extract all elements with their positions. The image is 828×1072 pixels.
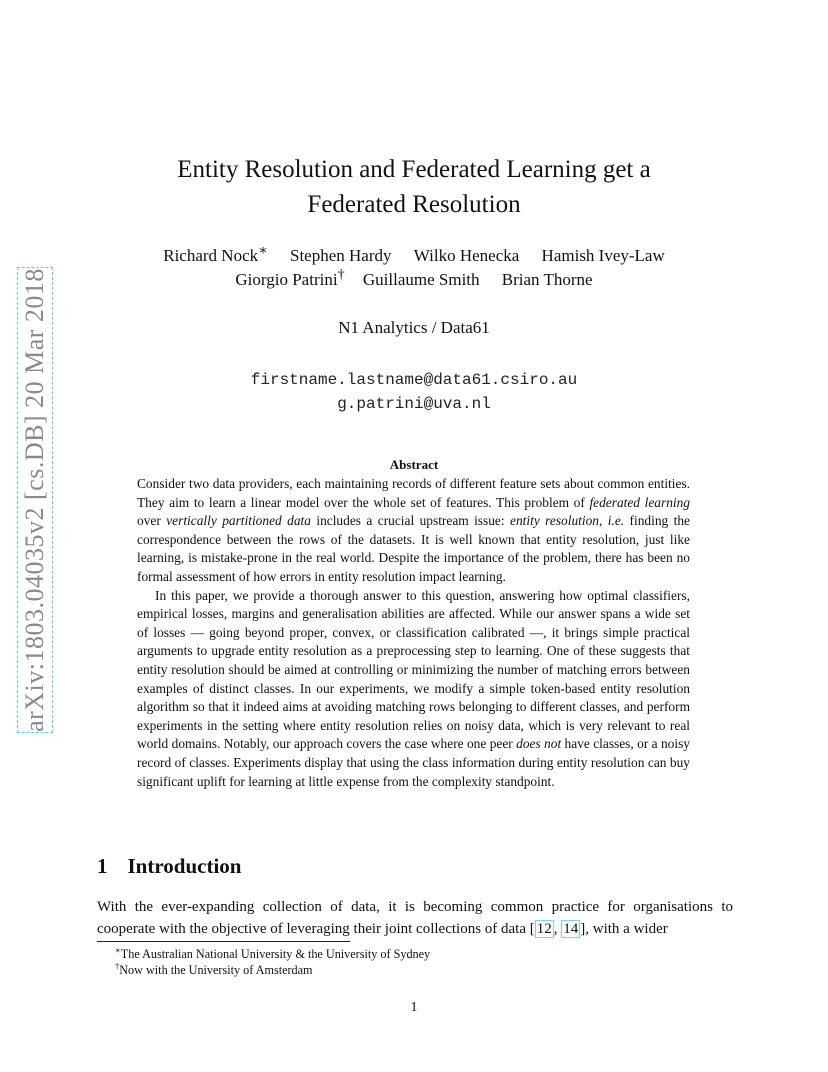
footnote-mark: ∗: [115, 944, 121, 955]
author-line-1: [0, 244, 828, 268]
email-address[interactable]: firstname.lastname@data61.csiro.au: [250, 371, 578, 389]
page-number: 1: [410, 1000, 418, 1015]
arxiv-stamp: arXiv:1803.04035v2 [cs.DB] 20 Mar 2018: [15, 265, 55, 735]
author-name: Giorgio Patrini: [235, 270, 338, 289]
text-run: includes a crucial upstream issue:: [310, 513, 511, 529]
footnote-mark: †: [115, 960, 120, 971]
author-name: Guillaume Smith: [362, 270, 480, 289]
abstract-paragraph-2: [137, 587, 690, 792]
text-run: have classes, or a noisy record of classes. Experiments display that using the class information during entity resolution can buy significant uplift for learning at little expense from the complexity standpoint.: [137, 736, 690, 789]
text-run: over: [137, 513, 167, 529]
title-line-2: Federated Resolution: [307, 191, 521, 218]
text-run: ,: [599, 513, 608, 529]
text-run: finding the correspondence between the rows of the datasets. It is well known that entity resolution, just like learning, is mistake-prone in the real world. Despite the importance of the problem, there has been no formal assessment of how errors in entity resolution impact learning.: [137, 513, 690, 584]
footnote-2: [115, 962, 313, 978]
author-name: Hamish Ivey-Law: [541, 246, 665, 265]
text-run: ], with a wider: [580, 921, 668, 937]
author-name: Wilko Henecka: [413, 246, 520, 265]
intro-paragraph: [97, 896, 733, 940]
footnote-rule: [97, 941, 350, 942]
title-line-1: Entity Resolution and Federated Learning get a: [177, 156, 651, 183]
abstract-paragraph-1: [137, 475, 690, 587]
emphasis: does not: [516, 736, 562, 752]
author-line-2: [0, 268, 828, 292]
emphasis: entity resolution: [510, 513, 599, 529]
email-address[interactable]: g.patrini@uva.nl: [337, 395, 491, 413]
abstract-heading: Abstract: [389, 457, 439, 472]
author-list: [0, 244, 828, 292]
footnote-mark: ∗: [258, 242, 268, 259]
abstract-body: [137, 475, 690, 791]
author-name: Brian Thorne: [501, 270, 593, 289]
author-name: Richard Nock: [163, 246, 259, 265]
footnote-mark: †: [337, 266, 345, 283]
text-run: ,: [553, 921, 562, 937]
citation-link[interactable]: 12: [536, 921, 552, 937]
email-block: [0, 368, 828, 416]
section-heading: [97, 854, 241, 879]
text-run: With the ever-expanding collection of data, it is becoming common practice for organisations to cooperate with the objective of leveraging their joint collections of data [: [97, 899, 733, 937]
footnote-text: The Australian National University & the University of Sydney: [120, 947, 431, 961]
footnote-1: [115, 946, 430, 962]
paper-title: [0, 152, 828, 222]
citation-link[interactable]: 14: [563, 921, 579, 937]
section-number: 1: [97, 854, 108, 878]
emphasis: vertically partitioned data: [166, 513, 311, 529]
text-run: Consider two data providers, each maintaining records of different feature sets about common entities. They aim to learn a linear model over the whole set of features. This problem of: [137, 476, 690, 510]
section-title: Introduction: [127, 854, 242, 878]
affiliation: N1 Analytics / Data61: [338, 318, 490, 337]
text-run: In this paper, we provide a thorough answer to this question, answering how optimal classifiers, empirical losses, margins and generalisation abilities are affected. While our answer spans a wide set of losses — going beyond proper, convex, or classification calibrated —, it brings simple practical arguments to upgrade entity resolution as a preprocessing step to learning. One of these suggests that entity resolution should be aimed at controlling or minimizing the number of matching errors between examples of distinct classes. In our experiments, we modify a simple token-based entity resolution algorithm so that it indeed aims at avoiding matching rows belonging to different classes, and perform experiments in the setting where entity resolution relies on noisy data, which is very relevant to real world domains. Notably, our approach covers the case where one peer: [137, 587, 690, 752]
footnote-text: Now with the University of Amsterdam: [119, 963, 313, 977]
emphasis: federated learning: [589, 494, 690, 510]
author-name: Stephen Hardy: [290, 246, 392, 265]
emphasis: i.e.: [607, 513, 625, 529]
